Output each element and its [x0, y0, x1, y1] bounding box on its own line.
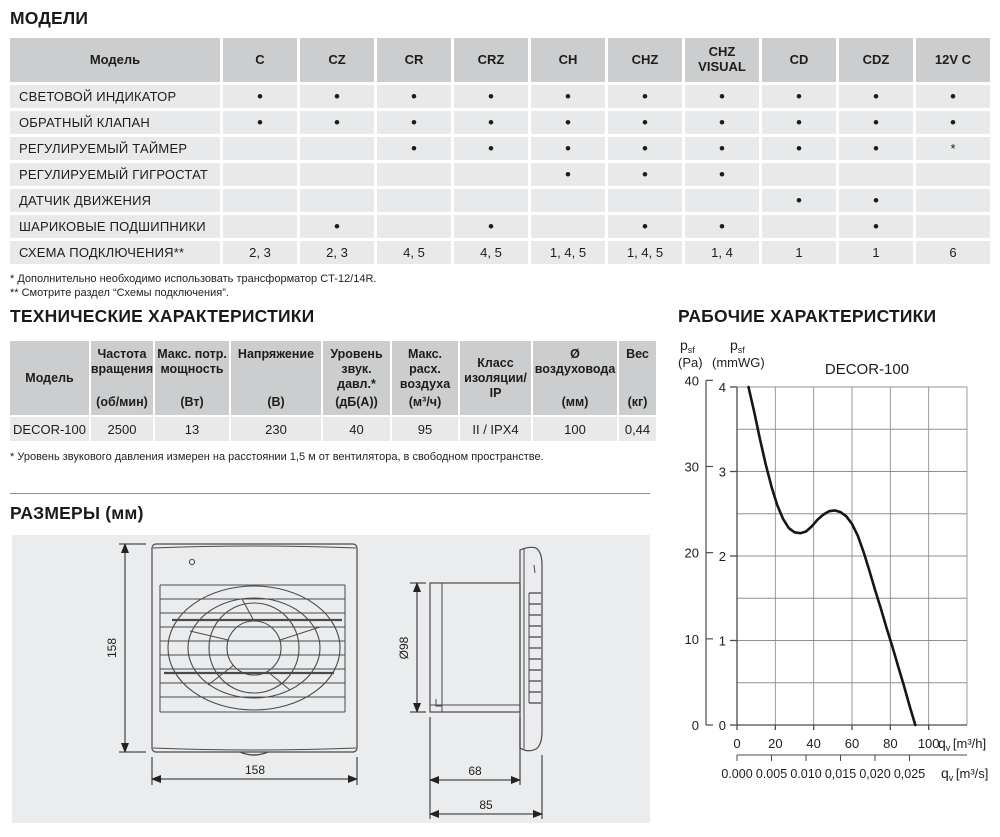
models-cell: [916, 215, 990, 238]
feature-dot: •: [642, 87, 648, 106]
models-cell: [608, 215, 682, 238]
feature-dot: •: [719, 113, 725, 132]
models-cell: [300, 137, 374, 160]
models-header-cdz: CDZ: [839, 38, 913, 82]
models-cell: [454, 215, 528, 238]
models-cell: [762, 241, 836, 264]
section-divider: [10, 493, 650, 494]
tech-header: [460, 341, 531, 415]
dim-total-depth: 85: [479, 798, 493, 812]
models-header-c: C: [223, 38, 297, 82]
models-footnote-1: * Дополнительно необходимо использовать трансформатор CT-12/14R.: [10, 273, 377, 285]
models-section-title: МОДЕЛИ: [10, 8, 89, 28]
tech-header: [323, 341, 390, 415]
feature-value: 1: [795, 245, 803, 260]
tech-table: [10, 341, 658, 441]
tech-cell: 230: [231, 417, 321, 441]
models-cell: [377, 215, 451, 238]
feature-value: 1, 4, 5: [549, 245, 587, 260]
dimensions-drawing-panel: [12, 535, 650, 823]
chart-title: DECOR-100: [824, 361, 910, 378]
pa-tick-label: 40: [684, 373, 699, 389]
feature-dot: •: [642, 165, 648, 184]
feature-dot: •: [488, 139, 494, 158]
dimensions-section: [10, 503, 493, 812]
feature-dot: •: [796, 113, 802, 132]
tech-header-label: Ø воздуховода: [534, 347, 616, 376]
models-header-cr: CR: [377, 38, 451, 82]
models-cell: [685, 85, 759, 108]
models-cell: [454, 241, 528, 264]
models-header-cz: CZ: [300, 38, 374, 82]
models-cell: [223, 137, 297, 160]
mmwg-tick-label: 1: [718, 633, 726, 649]
fan-side-view: [430, 547, 542, 750]
tech-header: [231, 341, 321, 415]
models-cell: [916, 137, 990, 160]
models-cell: [223, 189, 297, 212]
models-cell: [762, 215, 836, 238]
models-cell: [377, 137, 451, 160]
models-cell: [377, 163, 451, 186]
models-cell: [916, 111, 990, 134]
models-cell: [454, 163, 528, 186]
pa-tick-label: 10: [684, 631, 699, 647]
feature-value: 4, 5: [403, 245, 425, 260]
models-cell: [300, 189, 374, 212]
pa-tick-label: 30: [684, 459, 699, 475]
x-axis-unit-label: $q_v$ [m³/h]: [938, 735, 987, 753]
feature-dot: •: [488, 217, 494, 236]
x-tick-label: 80: [883, 736, 898, 751]
models-cell: [685, 215, 759, 238]
models-header-12v-c: 12V C: [916, 38, 990, 82]
models-header-chz-visual: CHZ VISUAL: [685, 38, 759, 82]
feature-value: 4, 5: [480, 245, 502, 260]
models-header-cd: CD: [762, 38, 836, 82]
tech-cell: 100: [533, 417, 617, 441]
secondary-x-tick-label: 0,025: [893, 767, 926, 781]
chart-grid: [737, 387, 967, 725]
x-tick-label: 100: [917, 736, 940, 751]
feature-dot: •: [719, 139, 725, 158]
tech-footnote: * Уровень звукового давления измерен на расстоянии 1,5 м от вентилятора, в свободном пространстве.: [10, 451, 544, 463]
models-section: [10, 8, 990, 300]
tech-cell: 95: [392, 417, 458, 441]
models-header-ch: CH: [531, 38, 605, 82]
feature-dot: •: [642, 113, 648, 132]
models-header-feature: Модель: [10, 38, 220, 82]
mmwg-tick-label: 4: [718, 380, 726, 395]
feature-dot: •: [334, 113, 340, 132]
feature-value: 6: [949, 245, 957, 260]
tech-section: [10, 306, 658, 463]
models-cell: [531, 85, 605, 108]
feature-dot: •: [565, 165, 571, 184]
tech-header: [533, 341, 617, 415]
models-cell: [685, 241, 759, 264]
models-cell: [454, 137, 528, 160]
models-cell: [300, 215, 374, 238]
feature-dot: •: [642, 139, 648, 158]
tech-header-label: Частота вращения: [90, 347, 154, 376]
dimensions-section-title: РАЗМЕРЫ (мм): [10, 503, 144, 523]
models-cell: [916, 163, 990, 186]
models-cell: [608, 163, 682, 186]
dim-front-width: 158: [244, 763, 266, 777]
feature-dot: •: [719, 165, 725, 184]
performance-chart: [672, 330, 1000, 800]
tech-header-label: Макс. потр. мощность: [157, 347, 227, 376]
models-row-feature: РЕГУЛИРУЕМЫЙ ГИГРОСТАТ: [10, 163, 220, 186]
feature-dot: •: [950, 87, 956, 106]
models-cell: [300, 111, 374, 134]
models-cell: [762, 189, 836, 212]
feature-dot: •: [873, 87, 879, 106]
models-cell: [531, 189, 605, 212]
secondary-x-tick-label: 0.000: [721, 767, 753, 781]
mmwg-tick-label: 2: [718, 549, 726, 564]
models-cell: [608, 189, 682, 212]
models-cell: [454, 111, 528, 134]
feature-dot: •: [334, 217, 340, 236]
models-cell: [685, 189, 759, 212]
secondary-x-axis: [737, 755, 967, 761]
pa-axis-name: $p_{sf}$: [680, 337, 695, 355]
models-cell: [377, 189, 451, 212]
models-cell: [685, 137, 759, 160]
models-row-feature: ОБРАТНЫЙ КЛАПАН: [10, 111, 220, 134]
mmwg-axis-name: $p_{sf}$: [730, 337, 745, 355]
models-cell: [223, 241, 297, 264]
models-row-feature: СВЕТОВОЙ ИНДИКАТОР: [10, 85, 220, 108]
feature-dot: •: [488, 113, 494, 132]
models-cell: [839, 137, 913, 160]
tech-cell: 40: [323, 417, 390, 441]
tech-header-unit: (дБ(А)): [335, 395, 378, 410]
x-tick-label: 20: [768, 736, 783, 751]
tech-header-label: Вес: [626, 347, 649, 361]
secondary-x-axis-unit-label: $q_v$ [m³/s]: [941, 765, 989, 783]
chart-axes: [730, 387, 967, 730]
x-tick-label: 40: [806, 736, 821, 751]
models-cell: [839, 111, 913, 134]
models-header-chz: CHZ: [608, 38, 682, 82]
feature-dot: •: [719, 87, 725, 106]
models-footnotes: [10, 272, 990, 300]
feature-dot: •: [796, 191, 802, 210]
models-cell: [531, 215, 605, 238]
tech-header-label: Модель: [25, 371, 74, 386]
dim-duct-diameter: Ø98: [397, 636, 411, 660]
models-cell: [300, 241, 374, 264]
feature-value: 1: [872, 245, 880, 260]
models-cell: [762, 137, 836, 160]
models-cell: [608, 111, 682, 134]
tech-cell: II / IPX4: [460, 417, 531, 441]
secondary-x-tick-label: 0.010: [790, 767, 822, 781]
fan-front-view: [152, 544, 357, 755]
models-cell: [300, 85, 374, 108]
tech-header-label: Класс изоляции/ IP: [464, 356, 527, 400]
tech-cell: 0,44: [619, 417, 656, 441]
feature-dot: •: [873, 191, 879, 210]
tech-header-unit: (В): [267, 395, 285, 410]
feature-value: *: [950, 141, 956, 156]
tech-header: [155, 341, 229, 415]
models-footnote-2: ** Смотрите раздел “Схемы подключения”.: [10, 287, 229, 299]
feature-dot: •: [411, 87, 417, 106]
tech-header-label: Напряжение: [237, 347, 315, 361]
models-cell: [377, 241, 451, 264]
models-cell: [223, 85, 297, 108]
models-cell: [377, 85, 451, 108]
feature-value: 2, 3: [326, 245, 348, 260]
models-row-feature: РЕГУЛИРУЕМЫЙ ТАЙМЕР: [10, 137, 220, 160]
feature-dot: •: [565, 87, 571, 106]
performance-section-title: РАБОЧИЕ ХАРАКТЕРИСТИКИ: [678, 306, 937, 326]
mmwg-tick-label: 0: [718, 718, 726, 733]
feature-dot: •: [488, 87, 494, 106]
feature-dot: •: [565, 139, 571, 158]
models-cell: [531, 241, 605, 264]
dim-duct-length: 68: [468, 764, 482, 778]
models-cell: [762, 111, 836, 134]
tech-cell: DECOR-100: [10, 417, 89, 441]
feature-dot: •: [873, 139, 879, 158]
models-cell: [608, 85, 682, 108]
tech-header-unit: (м³/ч): [408, 395, 442, 410]
feature-dot: •: [257, 87, 263, 106]
feature-value: 2, 3: [249, 245, 271, 260]
models-cell: [377, 111, 451, 134]
models-cell: [454, 189, 528, 212]
feature-value: 1, 4, 5: [626, 245, 664, 260]
models-cell: [762, 85, 836, 108]
models-table: [10, 38, 990, 264]
feature-dot: •: [796, 87, 802, 106]
feature-dot: •: [411, 139, 417, 158]
models-cell: [223, 215, 297, 238]
x-tick-label: 60: [844, 736, 860, 751]
models-cell: [531, 111, 605, 134]
feature-dot: •: [719, 217, 725, 236]
feature-dot: •: [873, 217, 879, 236]
models-cell: [223, 163, 297, 186]
mmwg-axis-unit: (mmWG): [712, 355, 765, 370]
models-row-feature: СХЕМА ПОДКЛЮЧЕНИЯ**: [10, 241, 220, 264]
pa-tick-label: 20: [684, 545, 699, 561]
models-cell: [685, 111, 759, 134]
models-cell: [531, 163, 605, 186]
feature-dot: •: [565, 113, 571, 132]
tech-header-label: Макс. расх. воздуха: [399, 347, 451, 391]
models-cell: [531, 137, 605, 160]
tech-cell: 2500: [91, 417, 153, 441]
feature-dot: •: [796, 139, 802, 158]
feature-dot: •: [873, 113, 879, 132]
dim-front-height: 158: [105, 637, 119, 659]
tech-header: [91, 341, 153, 415]
models-cell: [839, 215, 913, 238]
tech-cell: 13: [155, 417, 229, 441]
models-cell: [454, 85, 528, 108]
mmwg-tick-label: 3: [718, 464, 726, 480]
tech-header-unit: (мм): [561, 395, 589, 410]
models-cell: [916, 189, 990, 212]
secondary-x-tick-label: 0,015: [824, 767, 857, 781]
tech-header: [392, 341, 458, 415]
tech-section-title: ТЕХНИЧЕСКИЕ ХАРАКТЕРИСТИКИ: [10, 306, 315, 326]
models-cell: [916, 85, 990, 108]
feature-dot: •: [257, 113, 263, 132]
models-cell: [608, 241, 682, 264]
pa-tick-label: 0: [691, 718, 699, 733]
models-cell: [300, 163, 374, 186]
models-row-feature: ШАРИКОВЫЕ ПОДШИПНИКИ: [10, 215, 220, 238]
models-cell: [839, 241, 913, 264]
models-cell: [608, 137, 682, 160]
feature-dot: •: [411, 113, 417, 132]
x-tick-label: 0: [733, 736, 741, 751]
models-cell: [223, 111, 297, 134]
models-cell: [839, 85, 913, 108]
tech-header: [10, 341, 89, 415]
secondary-x-tick-label: 0,020: [859, 767, 891, 781]
models-cell: [762, 163, 836, 186]
models-row-feature: ДАТЧИК ДВИЖЕНИЯ: [10, 189, 220, 212]
dimensions-drawing: [12, 535, 650, 823]
feature-value: 1, 4: [711, 245, 733, 260]
feature-dot: •: [642, 217, 648, 236]
tech-header-label: Уровень звук. давл.*: [330, 347, 383, 391]
tech-header-unit: (об/мин): [96, 395, 148, 410]
models-cell: [916, 241, 990, 264]
models-cell: [685, 163, 759, 186]
models-header-crz: CRZ: [454, 38, 528, 82]
tech-header-unit: (кг): [627, 395, 648, 410]
tech-header: [619, 341, 656, 415]
pa-axis: [706, 380, 713, 725]
tech-header-unit: (Вт): [180, 395, 204, 410]
models-cell: [839, 189, 913, 212]
feature-dot: •: [950, 113, 956, 132]
pa-axis-unit: (Pa): [678, 355, 703, 370]
secondary-x-tick-label: 0.005: [755, 767, 788, 781]
feature-dot: •: [334, 87, 340, 106]
performance-section: [678, 306, 989, 783]
models-cell: [839, 163, 913, 186]
